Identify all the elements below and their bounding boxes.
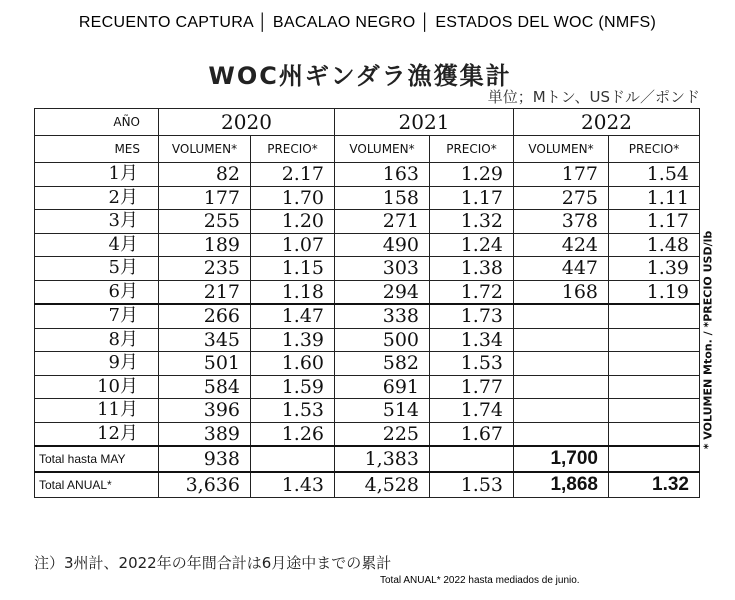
total-may-label: Total hasta MAY bbox=[35, 446, 159, 472]
cell-v2022 bbox=[514, 375, 609, 399]
cell-p2022: 1.17 bbox=[609, 210, 700, 234]
cell-v2022: 447 bbox=[514, 257, 609, 281]
cell-p2022: 1.19 bbox=[609, 280, 700, 304]
month-cell: 5月 bbox=[35, 257, 159, 281]
page-header: RECUENTO CAPTURA │ BACALAO NEGRO │ ESTADOS DEL WOC (NMFS) bbox=[78, 14, 657, 31]
total-may-p2021 bbox=[430, 446, 514, 472]
month-cell: 2月 bbox=[35, 186, 159, 210]
table-row bbox=[35, 257, 700, 281]
cell-v2020: 584 bbox=[159, 375, 251, 399]
cell-p2022: 1.11 bbox=[609, 186, 700, 210]
month-cell: 7月 bbox=[35, 304, 159, 328]
col-price-2020: PRECIO* bbox=[251, 136, 335, 163]
year-label: AÑO bbox=[35, 109, 159, 136]
total-may-v2021: 1,383 bbox=[335, 446, 430, 472]
cell-v2020: 82 bbox=[159, 163, 251, 187]
cell-v2021: 294 bbox=[335, 280, 430, 304]
side-units-label: * VOLUMEN Mton. / *PRECIO USD/lb bbox=[701, 230, 715, 450]
table-row bbox=[35, 186, 700, 210]
cell-v2022: 378 bbox=[514, 210, 609, 234]
table-row bbox=[35, 352, 700, 376]
cell-p2021: 1.72 bbox=[430, 280, 514, 304]
cell-p2021: 1.17 bbox=[430, 186, 514, 210]
year-2021: 2021 bbox=[335, 109, 514, 136]
cell-v2021: 303 bbox=[335, 257, 430, 281]
month-cell: 9月 bbox=[35, 352, 159, 376]
cell-p2021: 1.24 bbox=[430, 233, 514, 257]
total-may-p2022 bbox=[609, 446, 700, 472]
cell-v2020: 255 bbox=[159, 210, 251, 234]
total-may-p2020 bbox=[251, 446, 335, 472]
cell-v2022 bbox=[514, 399, 609, 423]
cell-p2021: 1.34 bbox=[430, 328, 514, 352]
cell-p2020: 1.20 bbox=[251, 210, 335, 234]
cell-v2020: 396 bbox=[159, 399, 251, 423]
total-may-v2020: 938 bbox=[159, 446, 251, 472]
cell-v2021: 338 bbox=[335, 304, 430, 328]
cell-v2021: 514 bbox=[335, 399, 430, 423]
cell-p2020: 1.07 bbox=[251, 233, 335, 257]
cell-v2021: 225 bbox=[335, 422, 430, 446]
cell-v2021: 271 bbox=[335, 210, 430, 234]
col-volume-2021: VOLUMEN* bbox=[335, 136, 430, 163]
cell-v2022 bbox=[514, 304, 609, 328]
cell-p2022 bbox=[609, 375, 700, 399]
cell-p2022 bbox=[609, 328, 700, 352]
table-row bbox=[35, 375, 700, 399]
table-row bbox=[35, 233, 700, 257]
cell-p2021: 1.32 bbox=[430, 210, 514, 234]
cell-v2022: 275 bbox=[514, 186, 609, 210]
cell-p2021: 1.77 bbox=[430, 375, 514, 399]
catch-table bbox=[34, 108, 700, 498]
total-may-v2022: 1,700 bbox=[514, 446, 609, 472]
cell-p2022: 1.54 bbox=[609, 163, 700, 187]
table-row bbox=[35, 399, 700, 423]
cell-p2020: 1.60 bbox=[251, 352, 335, 376]
month-cell: 4月 bbox=[35, 233, 159, 257]
month-cell: 12月 bbox=[35, 422, 159, 446]
cell-p2020: 1.53 bbox=[251, 399, 335, 423]
cell-p2020: 1.26 bbox=[251, 422, 335, 446]
page-title: WOC州ギンダラ漁獲集計 bbox=[208, 62, 512, 90]
total-annual-v2022: 1,868 bbox=[514, 472, 609, 498]
cell-p2020: 1.70 bbox=[251, 186, 335, 210]
cell-p2020: 1.39 bbox=[251, 328, 335, 352]
col-volume-2022: VOLUMEN* bbox=[514, 136, 609, 163]
units-label: 単位；Mトン、USドル／ポンド bbox=[487, 88, 700, 106]
cell-p2021: 1.74 bbox=[430, 399, 514, 423]
cell-v2021: 691 bbox=[335, 375, 430, 399]
cell-v2020: 217 bbox=[159, 280, 251, 304]
cell-p2021: 1.29 bbox=[430, 163, 514, 187]
cell-p2022: 1.39 bbox=[609, 257, 700, 281]
cell-p2021: 1.67 bbox=[430, 422, 514, 446]
cell-p2021: 1.53 bbox=[430, 352, 514, 376]
cell-v2022: 177 bbox=[514, 163, 609, 187]
total-annual-row bbox=[35, 472, 700, 498]
note: 注）3州計、2022年の年間合計は6月途中までの累計 bbox=[34, 554, 392, 572]
cell-v2021: 158 bbox=[335, 186, 430, 210]
cell-p2020: 2.17 bbox=[251, 163, 335, 187]
month-cell: 10月 bbox=[35, 375, 159, 399]
col-price-2022: PRECIO* bbox=[609, 136, 700, 163]
cell-p2021: 1.73 bbox=[430, 304, 514, 328]
cell-v2022 bbox=[514, 422, 609, 446]
cell-v2020: 177 bbox=[159, 186, 251, 210]
table-row bbox=[35, 422, 700, 446]
year-header-row bbox=[35, 109, 700, 136]
cell-v2020: 345 bbox=[159, 328, 251, 352]
year-2020: 2020 bbox=[159, 109, 335, 136]
cell-p2020: 1.47 bbox=[251, 304, 335, 328]
cell-p2021: 1.38 bbox=[430, 257, 514, 281]
year-2022: 2022 bbox=[514, 109, 700, 136]
table-row bbox=[35, 210, 700, 234]
total-annual-p2021: 1.53 bbox=[430, 472, 514, 498]
total-annual-v2020: 3,636 bbox=[159, 472, 251, 498]
column-header-row bbox=[35, 136, 700, 163]
month-cell: 11月 bbox=[35, 399, 159, 423]
cell-p2022 bbox=[609, 304, 700, 328]
total-annual-label: Total ANUAL* bbox=[35, 472, 159, 498]
table-row bbox=[35, 163, 700, 187]
month-cell: 1月 bbox=[35, 163, 159, 187]
cell-v2022: 168 bbox=[514, 280, 609, 304]
cell-v2022: 424 bbox=[514, 233, 609, 257]
month-cell: 6月 bbox=[35, 280, 159, 304]
total-annual-v2021: 4,528 bbox=[335, 472, 430, 498]
cell-p2020: 1.15 bbox=[251, 257, 335, 281]
footnote: Total ANUAL* 2022 hasta mediados de junio. bbox=[380, 575, 580, 586]
cell-p2020: 1.59 bbox=[251, 375, 335, 399]
cell-p2022 bbox=[609, 352, 700, 376]
cell-p2020: 1.18 bbox=[251, 280, 335, 304]
total-annual-p2020: 1.43 bbox=[251, 472, 335, 498]
table-row bbox=[35, 280, 700, 304]
cell-v2020: 189 bbox=[159, 233, 251, 257]
total-annual-p2022: 1.32 bbox=[609, 472, 700, 498]
cell-p2022 bbox=[609, 422, 700, 446]
month-cell: 8月 bbox=[35, 328, 159, 352]
cell-v2020: 389 bbox=[159, 422, 251, 446]
month-label: MES bbox=[35, 136, 159, 163]
col-volume-2020: VOLUMEN* bbox=[159, 136, 251, 163]
table-row bbox=[35, 304, 700, 328]
cell-v2020: 235 bbox=[159, 257, 251, 281]
table-row bbox=[35, 328, 700, 352]
cell-v2022 bbox=[514, 328, 609, 352]
cell-v2021: 582 bbox=[335, 352, 430, 376]
cell-v2021: 163 bbox=[335, 163, 430, 187]
cell-p2022: 1.48 bbox=[609, 233, 700, 257]
col-price-2021: PRECIO* bbox=[430, 136, 514, 163]
cell-v2021: 500 bbox=[335, 328, 430, 352]
cell-v2022 bbox=[514, 352, 609, 376]
cell-v2020: 501 bbox=[159, 352, 251, 376]
total-may-row bbox=[35, 446, 700, 472]
cell-v2021: 490 bbox=[335, 233, 430, 257]
cell-p2022 bbox=[609, 399, 700, 423]
month-cell: 3月 bbox=[35, 210, 159, 234]
cell-v2020: 266 bbox=[159, 304, 251, 328]
